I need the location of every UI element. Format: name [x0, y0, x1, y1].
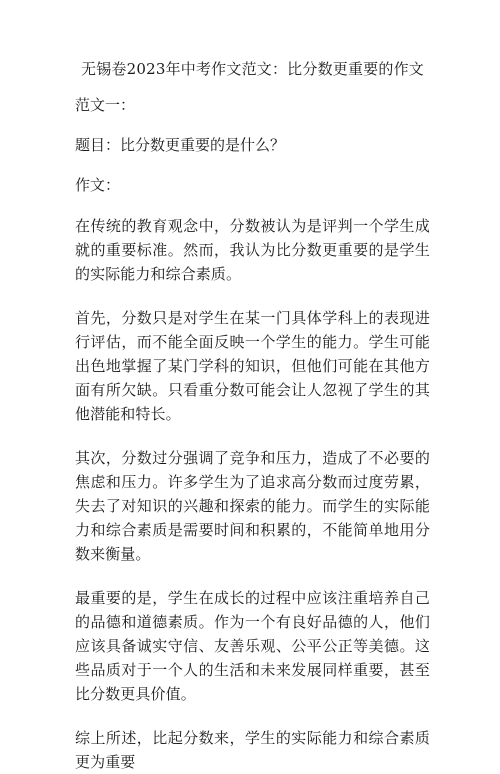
- paragraph: 首先，分数只是对学生在某一门具体学科上的表现进行评估，而不能全面反映一个学生的能力。学生可能出色地掌握了某门学科的知识，但他们可能在其他方面有所欠缺。只看重分数可能会让人忽视了学生的其他潜能和特长。: [75, 309, 430, 423]
- paragraph: 在传统的教育观念中，分数被认为是评判一个学生成就的重要标准。然而，我认为比分数更重要的是学生的实际能力和综合素质。: [75, 217, 430, 283]
- topic-line: 题目：比分数更重要的是什么？: [75, 136, 286, 154]
- section-label: 范文一：: [75, 96, 136, 114]
- paragraph: 最重要的是，学生在成长的过程中应该注重培养自己的品德和道德素质。作为一个有良好品德的人，他们应该具备诚实守信、友善乐观、公平公正等美德。这些品质对于一个人的生活和未来发展同样重要，甚至比分数更具价值。: [75, 589, 430, 703]
- paragraph: 其次，分数过分强调了竞争和压力，造成了不必要的焦虑和压力。许多学生为了追求高分数而过度劳累，失去了对知识的兴趣和探索的能力。而学生的实际能力和综合素质是需要时间和积累的，不能简单地用分数来衡量。: [75, 449, 430, 563]
- paragraph: 综上所述，比起分数来，学生的实际能力和综合素质更为重要: [75, 729, 430, 771]
- essay-label: 作文：: [75, 176, 121, 194]
- document-title: 无锡卷2023年中考作文范文：比分数更重要的作文: [81, 60, 424, 78]
